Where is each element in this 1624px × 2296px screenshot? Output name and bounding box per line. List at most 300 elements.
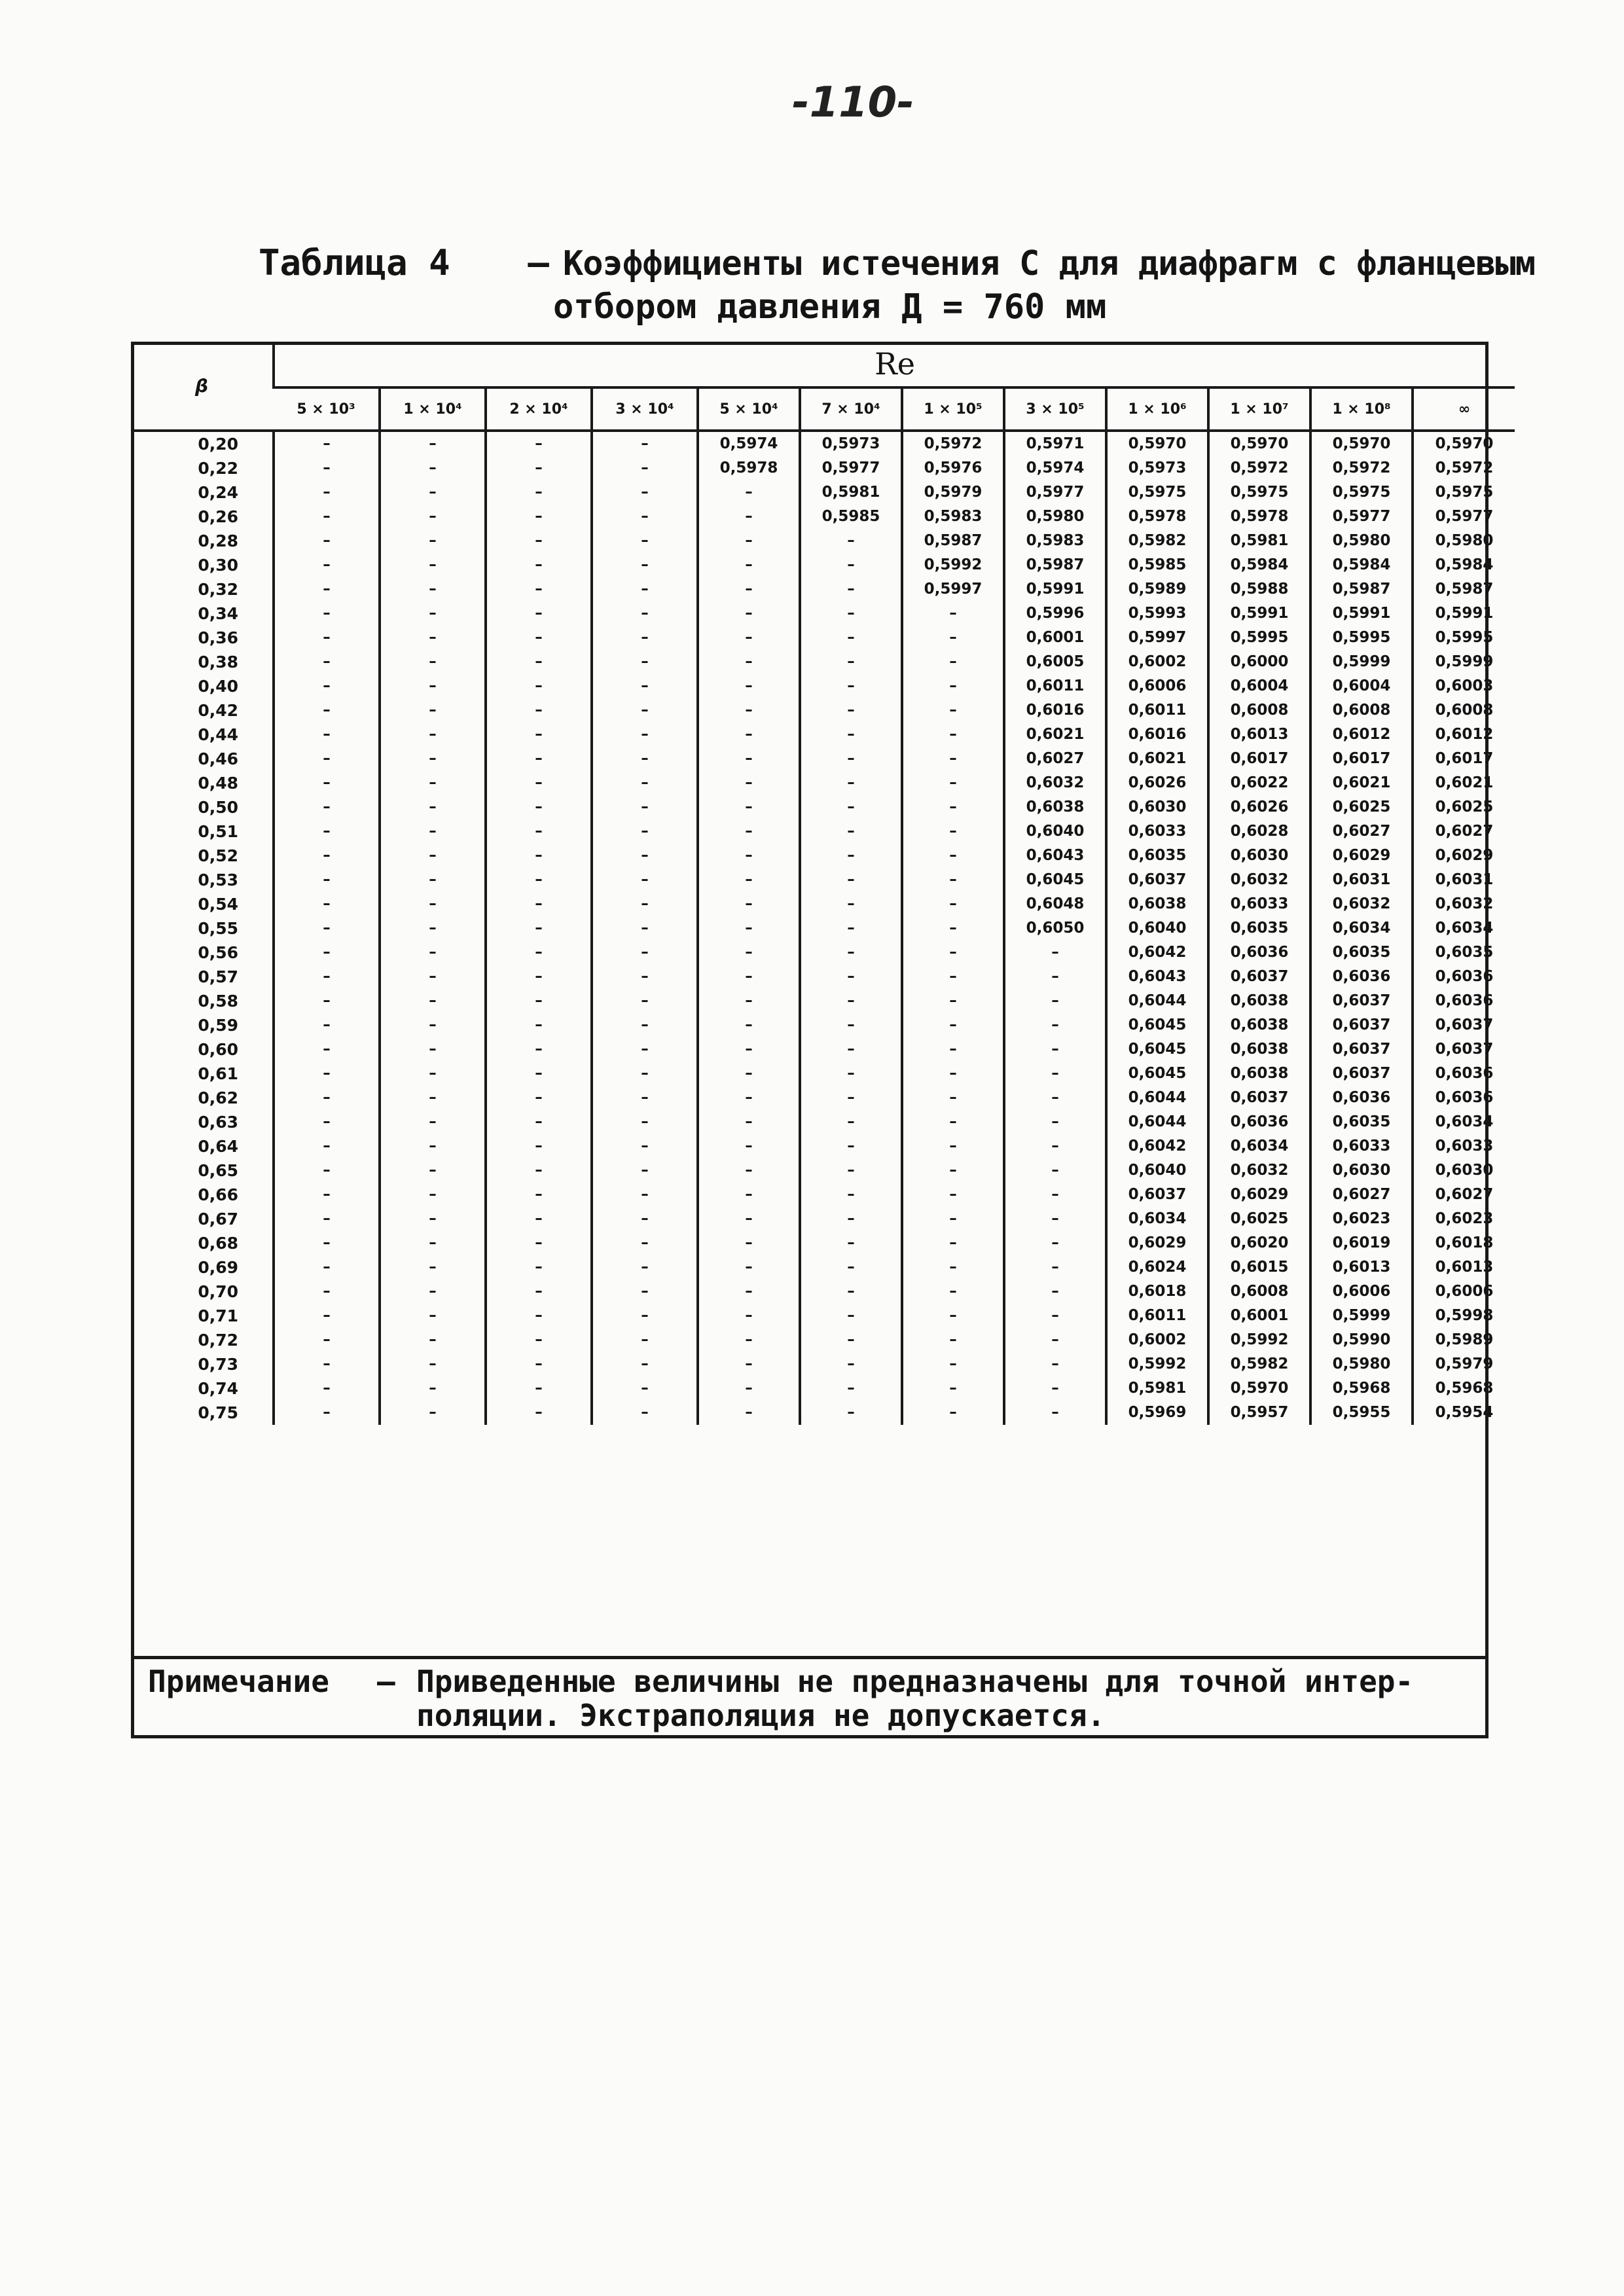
table-row-group <box>131 1401 1515 1425</box>
coefficient-value: – <box>847 1138 855 1155</box>
column-header: 1 × 10⁸ <box>1310 387 1413 431</box>
coefficient-value: – <box>429 1259 437 1276</box>
coefficient-value: 0,6037 <box>1128 1186 1187 1203</box>
table-cell <box>698 795 800 916</box>
beta-value: 0,61 <box>198 1064 238 1083</box>
coefficient-value: – <box>641 605 649 622</box>
coefficient-value: – <box>847 1331 855 1348</box>
beta-value: 0,67 <box>198 1210 238 1229</box>
coefficient-value: – <box>323 968 331 985</box>
coefficient-value: – <box>535 1404 543 1421</box>
coefficient-value: – <box>641 1016 649 1033</box>
page-number: -110- <box>792 79 914 127</box>
coefficient-value: – <box>949 1065 957 1082</box>
table-cell <box>592 916 698 1037</box>
coefficient-value: – <box>641 1355 649 1372</box>
table-cell <box>1310 674 1413 795</box>
coefficient-value: – <box>323 1283 331 1300</box>
table-cell <box>486 1280 592 1401</box>
coefficient-value: – <box>535 1162 543 1179</box>
table-label: Таблица 4 <box>259 242 450 283</box>
coefficient-value: 0,6043 <box>1128 968 1187 985</box>
coefficient-value: 0,5997 <box>924 581 983 598</box>
coefficient-value: – <box>847 1041 855 1058</box>
coefficient-value: – <box>847 774 855 791</box>
coefficient-value: 0,5968 <box>1332 1380 1391 1397</box>
coefficient-value: 0,6031 <box>1435 871 1494 888</box>
coefficient-value: 0,5999 <box>1332 653 1391 670</box>
coefficient-value: 0,6032 <box>1435 895 1494 912</box>
coefficient-value: 0,6031 <box>1332 871 1391 888</box>
coefficient-value: – <box>535 920 543 937</box>
beta-value: 0,40 <box>198 677 238 696</box>
coefficient-value: 0,6011 <box>1026 677 1085 694</box>
coefficient-value: 0,6029 <box>1332 847 1391 864</box>
coefficient-value: – <box>429 1331 437 1348</box>
table-cell <box>1310 916 1413 1037</box>
coefficient-value: 0,5976 <box>924 459 983 476</box>
coefficient-value: 0,5978 <box>1230 508 1289 525</box>
coefficient-value: – <box>429 920 437 937</box>
coefficient-value: – <box>429 1065 437 1082</box>
table-cell <box>902 1280 1004 1401</box>
coefficient-value: – <box>429 1234 437 1251</box>
beta-value: 0,57 <box>198 967 238 986</box>
coefficient-value: 0,6004 <box>1230 677 1289 694</box>
coefficient-value: – <box>323 459 331 476</box>
coefficient-value: – <box>949 1380 957 1397</box>
table-cell <box>486 553 592 674</box>
table-cell <box>380 916 486 1037</box>
coefficient-value: – <box>847 653 855 670</box>
coefficient-value: – <box>429 750 437 767</box>
coefficient-value: 0,6027 <box>1026 750 1085 767</box>
coefficient-value: 0,6038 <box>1128 895 1187 912</box>
beta-value: 0,20 <box>198 435 238 454</box>
beta-value: 0,44 <box>198 725 238 744</box>
table-cell <box>1004 1401 1106 1425</box>
caption-dash: – <box>528 242 549 283</box>
coefficient-value: – <box>535 1065 543 1082</box>
table-cell <box>1004 1037 1106 1158</box>
table-cell <box>1004 795 1106 916</box>
table-cell <box>274 1401 380 1425</box>
coefficient-value: – <box>949 653 957 670</box>
coefficient-value: – <box>847 823 855 840</box>
coefficient-value: – <box>847 702 855 719</box>
coefficient-value: – <box>535 556 543 573</box>
coefficient-value: 0,5984 <box>1230 556 1289 573</box>
beta-value: 0,28 <box>198 531 238 550</box>
coefficient-value: – <box>1051 944 1059 961</box>
coefficient-value: – <box>745 1089 753 1106</box>
coefficient-value: – <box>1051 1404 1059 1421</box>
coefficient-value: – <box>535 1041 543 1058</box>
coefficient-value: 0,5970 <box>1230 435 1289 452</box>
coefficient-value: – <box>641 508 649 525</box>
coefficient-value: 0,6035 <box>1128 847 1187 864</box>
beta-cell <box>131 1158 274 1280</box>
coefficient-value: – <box>323 944 331 961</box>
coefficient-value: – <box>535 1259 543 1276</box>
coefficient-value: 0,6024 <box>1128 1259 1187 1276</box>
coefficient-value: 0,6000 <box>1230 653 1289 670</box>
coefficient-value: 0,6036 <box>1230 1113 1289 1130</box>
coefficient-value: 0,5991 <box>1435 605 1494 622</box>
note-line-2: поляции. Экстраполяция не допускается. <box>416 1698 1106 1733</box>
coefficient-value: 0,5955 <box>1332 1404 1391 1421</box>
table-row-group <box>131 1280 1515 1401</box>
coefficient-value: – <box>323 774 331 791</box>
coefficient-value: 0,6028 <box>1230 823 1289 840</box>
coefficient-value: 0,5995 <box>1230 629 1289 646</box>
coefficient-value: 0,6030 <box>1128 798 1187 816</box>
table-cell <box>1413 553 1515 674</box>
coefficient-value: 0,6001 <box>1230 1307 1289 1324</box>
coefficient-value: – <box>323 484 331 501</box>
coefficient-value: – <box>429 798 437 816</box>
coefficient-value: 0,6037 <box>1332 1041 1391 1058</box>
coefficient-value: – <box>535 1380 543 1397</box>
coefficient-value: 0,6038 <box>1230 1065 1289 1082</box>
beta-cell <box>131 916 274 1037</box>
coefficient-value: 0,6032 <box>1230 871 1289 888</box>
coefficient-value: – <box>847 798 855 816</box>
coefficient-value: – <box>429 508 437 525</box>
coefficient-value: 0,5975 <box>1435 484 1494 501</box>
coefficient-value: – <box>847 605 855 622</box>
table-cell <box>1106 431 1208 553</box>
beta-value: 0,59 <box>198 1016 238 1035</box>
coefficient-value: – <box>949 629 957 646</box>
coefficient-value: – <box>847 1234 855 1251</box>
coefficient-value: – <box>847 532 855 549</box>
table-cell <box>274 795 380 916</box>
coefficient-value: 0,6045 <box>1128 1065 1187 1082</box>
coefficient-value: 0,5989 <box>1435 1331 1494 1348</box>
coefficient-value: – <box>323 1016 331 1033</box>
coefficient-value: 0,6045 <box>1128 1041 1187 1058</box>
coefficient-value: – <box>429 847 437 864</box>
coefficient-value: 0,6027 <box>1332 823 1391 840</box>
coefficient-value: – <box>847 1186 855 1203</box>
coefficient-value: – <box>429 1016 437 1033</box>
coefficient-value: – <box>641 677 649 694</box>
coefficient-value: – <box>745 1355 753 1372</box>
coefficient-value: – <box>745 895 753 912</box>
coefficient-value: 0,6036 <box>1230 944 1289 961</box>
coefficient-value: – <box>641 1259 649 1276</box>
table-cell <box>902 431 1004 553</box>
coefficient-value: – <box>847 1016 855 1033</box>
table-row-group <box>131 674 1515 795</box>
coefficient-value: – <box>535 871 543 888</box>
coefficient-value: – <box>641 435 649 452</box>
coefficient-value: 0,6034 <box>1435 920 1494 937</box>
table-cell <box>274 553 380 674</box>
table-cell <box>1208 1401 1310 1425</box>
coefficient-value: – <box>535 1234 543 1251</box>
coefficient-value: – <box>847 750 855 767</box>
coefficient-value: – <box>1051 1283 1059 1300</box>
coefficient-value: – <box>641 1380 649 1397</box>
coefficient-value: – <box>745 532 753 549</box>
table-cell <box>486 1158 592 1280</box>
coefficient-value: – <box>847 871 855 888</box>
coefficient-value: – <box>745 847 753 864</box>
coefficient-value: 0,6037 <box>1435 1016 1494 1033</box>
coefficient-value: – <box>535 750 543 767</box>
coefficient-value: – <box>949 895 957 912</box>
coefficient-value: – <box>641 1234 649 1251</box>
table-cell <box>1208 1280 1310 1401</box>
coefficient-value: 0,6002 <box>1128 653 1187 670</box>
table-cell <box>1413 795 1515 916</box>
table-cell <box>902 1037 1004 1158</box>
coefficient-value: – <box>1051 1065 1059 1082</box>
table-cell <box>274 1280 380 1401</box>
column-header: 5 × 10³ <box>274 387 380 431</box>
table-cell <box>698 1401 800 1425</box>
coefficient-value: 0,6018 <box>1128 1283 1187 1300</box>
table-cell <box>1310 1037 1413 1158</box>
coefficient-value: – <box>535 823 543 840</box>
coefficient-value: – <box>1051 1041 1059 1058</box>
coefficient-value: – <box>323 1041 331 1058</box>
coefficient-value: – <box>949 823 957 840</box>
coefficient-value: 0,6011 <box>1128 1307 1187 1324</box>
coefficient-value: – <box>745 508 753 525</box>
table-cell <box>800 916 902 1037</box>
coefficient-value: 0,5972 <box>1230 459 1289 476</box>
coefficient-table <box>131 342 1515 1425</box>
coefficient-value: – <box>847 581 855 598</box>
coefficient-value: – <box>949 1331 957 1348</box>
coefficient-value: 0,6017 <box>1332 750 1391 767</box>
table-cell <box>274 1158 380 1280</box>
coefficient-value: 0,5974 <box>1026 459 1085 476</box>
table-cell <box>592 674 698 795</box>
coefficient-value: – <box>847 1210 855 1227</box>
coefficient-value: – <box>429 1283 437 1300</box>
coefficient-value: 0,6037 <box>1332 992 1391 1009</box>
coefficient-value: – <box>323 1089 331 1106</box>
coefficient-value: – <box>949 1234 957 1251</box>
beta-value: 0,69 <box>198 1258 238 1277</box>
coefficient-value: – <box>641 1210 649 1227</box>
coefficient-value: – <box>323 750 331 767</box>
coefficient-value: 0,6002 <box>1128 1331 1187 1348</box>
coefficient-value: 0,5972 <box>924 435 983 452</box>
coefficient-value: – <box>1051 992 1059 1009</box>
coefficient-value: – <box>1051 1089 1059 1106</box>
table-cell <box>902 1401 1004 1425</box>
table-cell <box>1310 1158 1413 1280</box>
coefficient-value: – <box>429 702 437 719</box>
coefficient-value: 0,5975 <box>1128 484 1187 501</box>
table-cell <box>1413 1401 1515 1425</box>
coefficient-value: – <box>641 1162 649 1179</box>
coefficient-value: – <box>949 1259 957 1276</box>
beta-value: 0,75 <box>198 1403 238 1422</box>
coefficient-value: – <box>641 484 649 501</box>
coefficient-value: 0,5991 <box>1332 605 1391 622</box>
coefficient-value: – <box>745 1065 753 1082</box>
coefficient-value: 0,5970 <box>1230 1380 1289 1397</box>
coefficient-value: 0,5973 <box>821 435 880 452</box>
coefficient-value: – <box>949 847 957 864</box>
coefficient-value: – <box>949 1283 957 1300</box>
beta-cell <box>131 795 274 916</box>
coefficient-value: 0,5999 <box>1332 1307 1391 1324</box>
note-dash: – <box>377 1664 395 1699</box>
beta-value: 0,34 <box>198 604 238 623</box>
table-note <box>131 1656 1489 1738</box>
coefficient-value: 0,5999 <box>1435 653 1494 670</box>
table-cell <box>486 1037 592 1158</box>
coefficient-value: 0,6043 <box>1026 847 1085 864</box>
coefficient-value: – <box>641 920 649 937</box>
coefficient-value: 0,5985 <box>821 508 880 525</box>
coefficient-value: – <box>323 508 331 525</box>
beta-value: 0,46 <box>198 749 238 768</box>
coefficient-value: 0,6030 <box>1230 847 1289 864</box>
coefficient-value: 0,5991 <box>1230 605 1289 622</box>
coefficient-value: 0,5982 <box>1128 532 1187 549</box>
column-header: 7 × 10⁴ <box>800 387 902 431</box>
table-row-group <box>131 553 1515 674</box>
table-cell <box>698 431 800 553</box>
beta-value: 0,72 <box>198 1331 238 1350</box>
coefficient-value: 0,6033 <box>1128 823 1187 840</box>
table-cell <box>800 674 902 795</box>
coefficient-value: – <box>429 1138 437 1155</box>
table-cell <box>1413 1037 1515 1158</box>
coefficient-value: – <box>847 920 855 937</box>
table-cell <box>486 916 592 1037</box>
coefficient-value: – <box>323 1331 331 1348</box>
coefficient-value: 0,6019 <box>1332 1234 1391 1251</box>
coefficient-value: – <box>641 774 649 791</box>
coefficient-value: – <box>323 1065 331 1082</box>
coefficient-value: 0,6035 <box>1435 944 1494 961</box>
coefficient-value: – <box>641 992 649 1009</box>
coefficient-value: 0,6023 <box>1332 1210 1391 1227</box>
column-header: 5 × 10⁴ <box>698 387 800 431</box>
coefficient-value: – <box>847 895 855 912</box>
coefficient-value: 0,6029 <box>1230 1186 1289 1203</box>
table-cell <box>380 1280 486 1401</box>
coefficient-value: – <box>429 556 437 573</box>
coefficient-value: – <box>641 750 649 767</box>
coefficient-value: – <box>745 1162 753 1179</box>
coefficient-value: – <box>429 1089 437 1106</box>
coefficient-value: – <box>949 726 957 743</box>
coefficient-value: – <box>323 726 331 743</box>
coefficient-value: 0,6033 <box>1435 1138 1494 1155</box>
coefficient-value: 0,6042 <box>1128 1138 1187 1155</box>
coefficient-value: – <box>641 532 649 549</box>
coefficient-value: – <box>1051 1162 1059 1179</box>
note-line-1: Приведенные величины не предназначены для точной интер- <box>416 1664 1414 1699</box>
beta-value: 0,71 <box>198 1306 238 1325</box>
coefficient-value: 0,5990 <box>1332 1331 1391 1348</box>
coefficient-value: – <box>745 1016 753 1033</box>
coefficient-value: 0,5987 <box>924 532 983 549</box>
coefficient-value: 0,5978 <box>1128 508 1187 525</box>
coefficient-value: – <box>847 556 855 573</box>
table-cell <box>1208 1158 1310 1280</box>
coefficient-value: 0,6021 <box>1026 726 1085 743</box>
table-cell <box>800 431 902 553</box>
table-cell <box>1106 1158 1208 1280</box>
coefficient-value: 0,6018 <box>1435 1234 1494 1251</box>
table-cell <box>1106 674 1208 795</box>
coefficient-value: – <box>1051 1210 1059 1227</box>
coefficient-value: 0,6037 <box>1230 1089 1289 1106</box>
table-cell <box>902 795 1004 916</box>
beta-value: 0,42 <box>198 701 238 720</box>
coefficient-value: – <box>429 992 437 1009</box>
coefficient-value: – <box>535 459 543 476</box>
column-header: 1 × 10⁵ <box>902 387 1004 431</box>
coefficient-value: 0,5989 <box>1128 581 1187 598</box>
beta-value: 0,64 <box>198 1137 238 1156</box>
beta-cell <box>131 1037 274 1158</box>
coefficient-value: – <box>949 1016 957 1033</box>
table-cell <box>592 553 698 674</box>
table-cell <box>592 1280 698 1401</box>
coefficient-value: – <box>535 1138 543 1155</box>
coefficient-value: 0,5977 <box>1026 484 1085 501</box>
coefficient-value: – <box>745 968 753 985</box>
table-cell <box>1004 674 1106 795</box>
coefficient-value: – <box>745 1307 753 1324</box>
coefficient-value: – <box>323 1162 331 1179</box>
coefficient-value: 0,5996 <box>1026 605 1085 622</box>
table-cell <box>274 1037 380 1158</box>
coefficient-value: – <box>429 895 437 912</box>
coefficient-value: – <box>535 581 543 598</box>
coefficient-value: – <box>323 1404 331 1421</box>
coefficient-value: 0,6033 <box>1332 1138 1391 1155</box>
coefficient-value: 0,5970 <box>1332 435 1391 452</box>
coefficient-value: – <box>949 1041 957 1058</box>
coefficient-value: – <box>1051 1380 1059 1397</box>
coefficient-value: – <box>745 1283 753 1300</box>
coefficient-value: – <box>535 532 543 549</box>
coefficient-value: – <box>429 677 437 694</box>
coefficient-value: – <box>1051 1307 1059 1324</box>
coefficient-value: – <box>323 823 331 840</box>
table-cell <box>380 674 486 795</box>
coefficient-value: 0,6034 <box>1128 1210 1187 1227</box>
coefficient-value: – <box>429 823 437 840</box>
coefficient-value: 0,6042 <box>1128 944 1187 961</box>
coefficient-value: 0,6029 <box>1128 1234 1187 1251</box>
table-cell <box>800 553 902 674</box>
coefficient-value: 0,6008 <box>1435 702 1494 719</box>
coefficient-value: – <box>745 1380 753 1397</box>
coefficient-value: 0,5975 <box>1230 484 1289 501</box>
coefficient-value: – <box>323 581 331 598</box>
coefficient-value: 0,5988 <box>1230 581 1289 598</box>
table-cell <box>800 1401 902 1425</box>
coefficient-value: – <box>641 1113 649 1130</box>
beta-value: 0,51 <box>198 822 238 841</box>
table-cell <box>1106 1037 1208 1158</box>
table-cell <box>486 674 592 795</box>
